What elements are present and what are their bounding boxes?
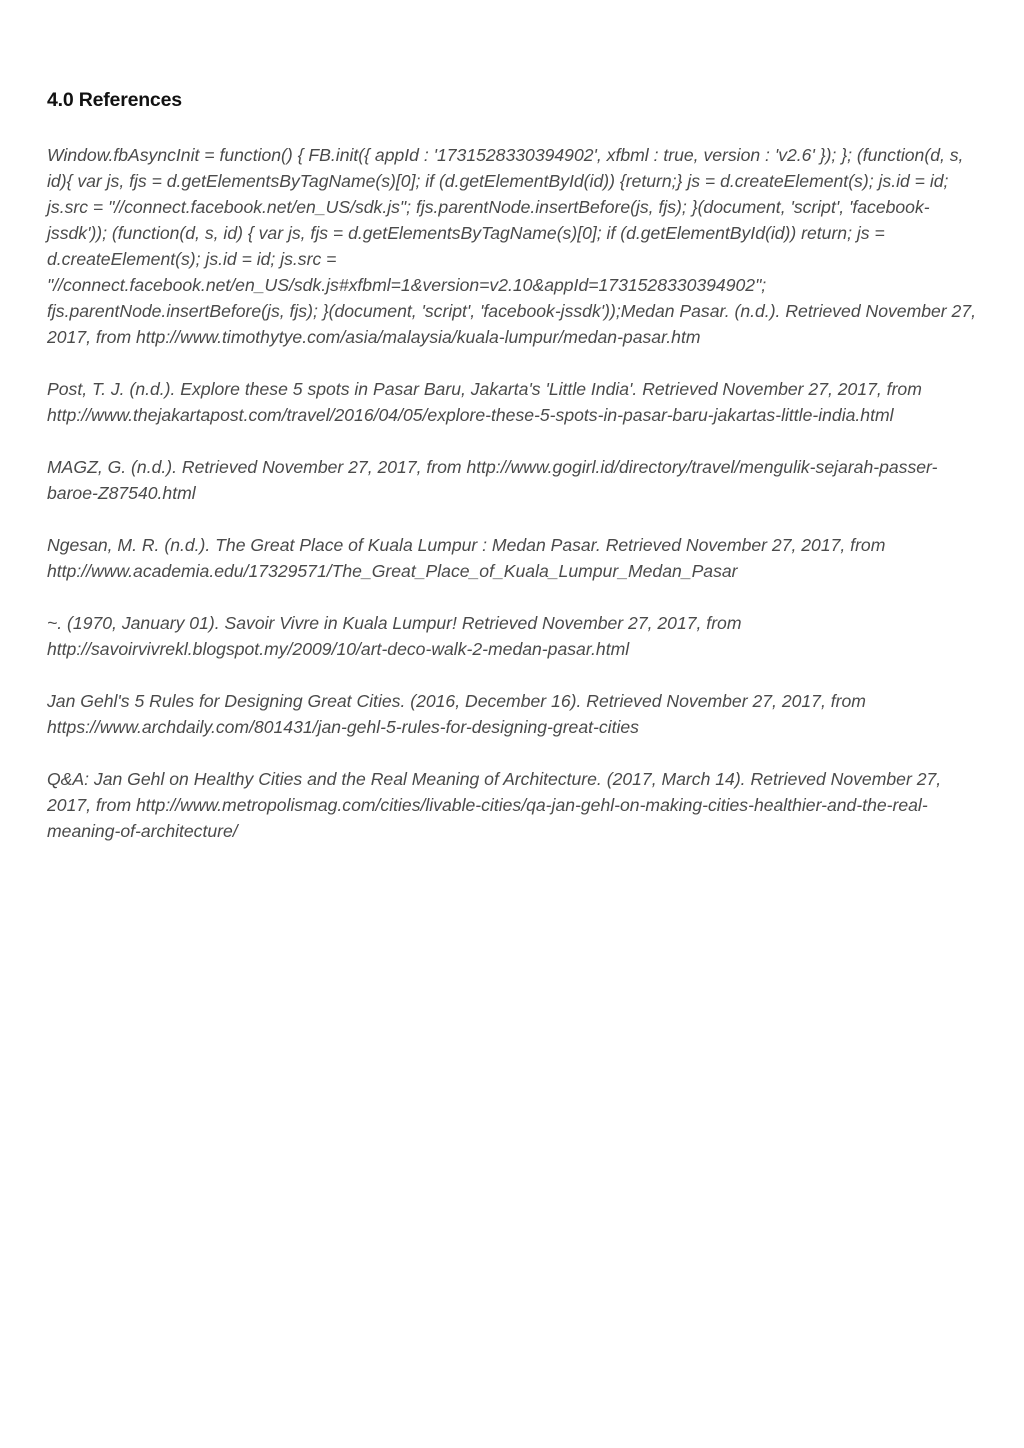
- reference-item-2: Post, T. J. (n.d.). Explore these 5 spots in Pasar Baru, Jakarta's 'Little India'. Retrieved November 27, 2017, from http://www.thejakartapost.com/travel/2016/04/05/explore-these-5-spots-in-pasar-baru-jakartas-little-india.html: [47, 379, 922, 425]
- reference-item-1: Window.fbAsyncInit = function() { FB.init({ appId : '1731528330394902', xfbml : true, version : 'v2.6' }); }; (function(d, s, id){ var js, fjs = d.getElementsByTagName(s)[0]; if (d.getElementById(id)) {return;} js = d.createElement(s); js.id = id; js.src = "//connect.facebook.net/en_US/sdk.js"; fjs.parentNode.insertBefore(js, fjs); }(document, 'script', 'facebook-jssdk')); (function(d, s, id) { var js, fjs = d.getElementsByTagName(s)[0]; if (d.getElementById(id)) return; js = d.createElement(s); js.id = id; js.src = "//connect.facebook.net/en_US/sdk.js#xfbml=1&version=v2.10&appId=1731528330394902"; fjs.parentNode.insertBefore(js, fjs); }(document, 'script', 'facebook-jssdk'));Medan Pasar. (n.d.). Retrieved November 27, 2017, from http://www.timothytye.com/asia/malaysia/kuala-lumpur/medan-pasar.htm: [47, 145, 977, 347]
- reference-list: [47, 142, 982, 844]
- section-heading: 4.0 References: [47, 89, 182, 111]
- reference-item-4: Ngesan, M. R. (n.d.). The Great Place of Kuala Lumpur : Medan Pasar. Retrieved November 27, 2017, from http://www.academia.edu/17329571/The_Great_Place_of_Kuala_Lumpur_Medan_Pasar: [47, 535, 886, 581]
- reference-item-3: MAGZ, G. (n.d.). Retrieved November 27, 2017, from http://www.gogirl.id/directory/travel/mengulik-sejarah-passer-baroe-Z87540.html: [47, 457, 938, 503]
- reference-item-6: Jan Gehl's 5 Rules for Designing Great Cities. (2016, December 16). Retrieved November 27, 2017, from https://www.archdaily.com/801431/jan-gehl-5-rules-for-designing-great-cities: [47, 691, 866, 737]
- reference-item-5: ~. (1970, January 01). Savoir Vivre in Kuala Lumpur! Retrieved November 27, 2017, from http://savoirvivrekl.blogspot.my/2009/10/art-deco-walk-2-medan-pasar.html: [47, 613, 742, 659]
- reference-item-7: Q&A: Jan Gehl on Healthy Cities and the Real Meaning of Architecture. (2017, March 14). Retrieved November 27, 2017, from http://www.metropolismag.com/cities/livable-cities/qa-jan-gehl-on-making-cities-healthier-and-the-real-meaning-of-architecture/: [47, 769, 942, 841]
- references-section: [47, 86, 982, 870]
